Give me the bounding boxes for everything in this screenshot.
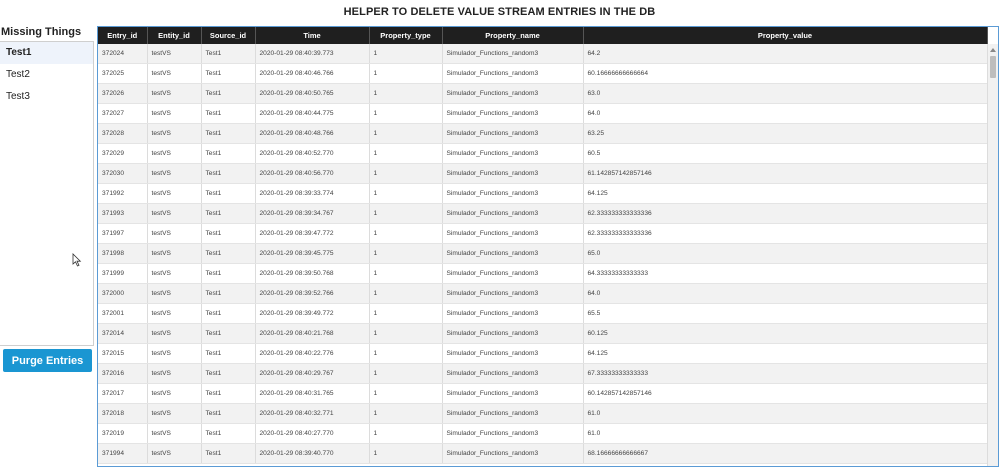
table-cell: Simulador_Functions_random3 bbox=[442, 424, 583, 444]
table-row[interactable] bbox=[98, 104, 987, 124]
table-cell: 60.142857142857146 bbox=[583, 384, 987, 404]
table-cell: testVS bbox=[147, 244, 201, 264]
table-cell: 371998 bbox=[98, 244, 147, 264]
table-body bbox=[98, 44, 987, 464]
table-cell: 67.33333333333333 bbox=[583, 364, 987, 384]
table-cell: 1 bbox=[369, 204, 442, 224]
table-cell: testVS bbox=[147, 424, 201, 444]
table-cell: 1 bbox=[369, 184, 442, 204]
table-cell: Test1 bbox=[201, 124, 255, 144]
table-cell: Simulador_Functions_random3 bbox=[442, 204, 583, 224]
table-cell: 2020-01-29 08:40:31.765 bbox=[255, 384, 369, 404]
table-row[interactable] bbox=[98, 304, 987, 324]
table-cell: Test1 bbox=[201, 84, 255, 104]
table-cell: 372001 bbox=[98, 304, 147, 324]
table-cell: Simulador_Functions_random3 bbox=[442, 184, 583, 204]
table-row[interactable] bbox=[98, 384, 987, 404]
table-row[interactable] bbox=[98, 124, 987, 144]
table-cell: testVS bbox=[147, 104, 201, 124]
table-cell: testVS bbox=[147, 204, 201, 224]
column-header-source-id[interactable]: Source_id bbox=[201, 27, 255, 44]
table-cell: Test1 bbox=[201, 184, 255, 204]
table-cell: Test1 bbox=[201, 344, 255, 364]
table-cell: 2020-01-29 08:39:47.772 bbox=[255, 224, 369, 244]
table-cell: 1 bbox=[369, 424, 442, 444]
table-cell: testVS bbox=[147, 364, 201, 384]
column-header-entry-id[interactable]: Entry_id bbox=[98, 27, 147, 44]
thing-item-test2[interactable]: Test2 bbox=[6, 69, 30, 80]
table-cell: Simulador_Functions_random3 bbox=[442, 104, 583, 124]
table-cell: Simulador_Functions_random3 bbox=[442, 404, 583, 424]
table-cell: 372000 bbox=[98, 284, 147, 304]
table-cell: testVS bbox=[147, 404, 201, 424]
table-cell: Test1 bbox=[201, 224, 255, 244]
table-cell: 60.16666666666664 bbox=[583, 64, 987, 84]
value-stream-grid bbox=[97, 26, 999, 467]
table-cell: 1 bbox=[369, 244, 442, 264]
table-cell: 2020-01-29 08:39:33.774 bbox=[255, 184, 369, 204]
table-cell: testVS bbox=[147, 84, 201, 104]
table-cell: 372016 bbox=[98, 364, 147, 384]
table-cell: Simulador_Functions_random3 bbox=[442, 84, 583, 104]
table-cell: Test1 bbox=[201, 264, 255, 284]
table-cell: 372029 bbox=[98, 144, 147, 164]
table-cell: 65.0 bbox=[583, 244, 987, 264]
vertical-scrollbar[interactable] bbox=[987, 44, 998, 467]
table-cell: 60.5 bbox=[583, 144, 987, 164]
table-cell: Test1 bbox=[201, 364, 255, 384]
table-cell: 1 bbox=[369, 404, 442, 424]
table-cell: Simulador_Functions_random3 bbox=[442, 324, 583, 344]
table-cell: Test1 bbox=[201, 304, 255, 324]
table-cell: Simulador_Functions_random3 bbox=[442, 144, 583, 164]
table-cell: 1 bbox=[369, 324, 442, 344]
table-cell: 63.0 bbox=[583, 84, 987, 104]
column-header-property-name[interactable]: Property_name bbox=[442, 27, 583, 44]
table-cell: Test1 bbox=[201, 164, 255, 184]
table-cell: testVS bbox=[147, 164, 201, 184]
table-row[interactable] bbox=[98, 144, 987, 164]
table-cell: testVS bbox=[147, 224, 201, 244]
table-cell: Simulador_Functions_random3 bbox=[442, 64, 583, 84]
thing-item-test3[interactable]: Test3 bbox=[6, 91, 30, 102]
table-cell: 371994 bbox=[98, 444, 147, 464]
column-header-property-type[interactable]: Property_type bbox=[369, 27, 442, 44]
table-cell: testVS bbox=[147, 324, 201, 344]
table-cell: 1 bbox=[369, 444, 442, 464]
table-row[interactable] bbox=[98, 344, 987, 364]
table-cell: 61.0 bbox=[583, 424, 987, 444]
table-row[interactable] bbox=[98, 284, 987, 304]
table-cell: 2020-01-29 08:39:45.775 bbox=[255, 244, 369, 264]
table-cell: Test1 bbox=[201, 404, 255, 424]
table-row[interactable] bbox=[98, 364, 987, 384]
table-cell: 2020-01-29 08:40:44.775 bbox=[255, 104, 369, 124]
table-cell: testVS bbox=[147, 184, 201, 204]
table-cell: testVS bbox=[147, 144, 201, 164]
table-cell: 64.2 bbox=[583, 44, 987, 64]
table-row[interactable] bbox=[98, 264, 987, 284]
table-cell: 61.142857142857146 bbox=[583, 164, 987, 184]
table-cell: Test1 bbox=[201, 44, 255, 64]
table-cell: 2020-01-29 08:39:50.768 bbox=[255, 264, 369, 284]
table-cell: 68.16666666666667 bbox=[583, 444, 987, 464]
table-cell: 371997 bbox=[98, 224, 147, 244]
table-cell: 64.0 bbox=[583, 104, 987, 124]
table-cell: Simulador_Functions_random3 bbox=[442, 124, 583, 144]
table-cell: 2020-01-29 08:39:40.770 bbox=[255, 444, 369, 464]
table-cell: 1 bbox=[369, 304, 442, 324]
table-cell: 1 bbox=[369, 164, 442, 184]
table-cell: 372017 bbox=[98, 384, 147, 404]
table-cell: 2020-01-29 08:40:46.766 bbox=[255, 64, 369, 84]
table-cell: 371999 bbox=[98, 264, 147, 284]
table-row[interactable] bbox=[98, 84, 987, 104]
table-cell: Simulador_Functions_random3 bbox=[442, 244, 583, 264]
table-cell: testVS bbox=[147, 264, 201, 284]
table-cell: Test1 bbox=[201, 144, 255, 164]
table-cell: 2020-01-29 08:40:52.770 bbox=[255, 144, 369, 164]
table-row[interactable] bbox=[98, 444, 987, 464]
table-cell: 371992 bbox=[98, 184, 147, 204]
table-cell: testVS bbox=[147, 444, 201, 464]
table-cell: Simulador_Functions_random3 bbox=[442, 264, 583, 284]
table-cell: 372019 bbox=[98, 424, 147, 444]
table-row[interactable] bbox=[98, 224, 987, 244]
table-cell: testVS bbox=[147, 64, 201, 84]
missing-things-list bbox=[0, 41, 94, 346]
scroll-thumb[interactable] bbox=[990, 56, 996, 78]
table-cell: Simulador_Functions_random3 bbox=[442, 224, 583, 244]
table-cell: 372014 bbox=[98, 324, 147, 344]
table-cell: 65.5 bbox=[583, 304, 987, 324]
column-header-time[interactable]: Time bbox=[255, 27, 369, 44]
table-cell: Test1 bbox=[201, 244, 255, 264]
table-cell: 2020-01-29 08:39:34.767 bbox=[255, 204, 369, 224]
table-cell: Simulador_Functions_random3 bbox=[442, 444, 583, 464]
table-cell: Test1 bbox=[201, 384, 255, 404]
table-cell: Simulador_Functions_random3 bbox=[442, 304, 583, 324]
table-cell: 1 bbox=[369, 264, 442, 284]
table-cell: Simulador_Functions_random3 bbox=[442, 384, 583, 404]
table-cell: 2020-01-29 08:40:22.776 bbox=[255, 344, 369, 364]
table-cell: 61.0 bbox=[583, 404, 987, 424]
purge-entries-button[interactable]: Purge Entries bbox=[3, 349, 92, 372]
table-cell: 372027 bbox=[98, 104, 147, 124]
table-row[interactable] bbox=[98, 244, 987, 264]
table-cell: 372018 bbox=[98, 404, 147, 424]
thing-item-test1[interactable]: Test1 bbox=[0, 42, 93, 64]
missing-things-title: Missing Things bbox=[1, 26, 82, 38]
table-cell: Test1 bbox=[201, 204, 255, 224]
table-cell: testVS bbox=[147, 44, 201, 64]
table-cell: 372026 bbox=[98, 84, 147, 104]
table-cell: 1 bbox=[369, 84, 442, 104]
table-header-row bbox=[98, 27, 987, 44]
table-cell: 64.0 bbox=[583, 284, 987, 304]
table-cell: 63.25 bbox=[583, 124, 987, 144]
table-cell: testVS bbox=[147, 124, 201, 144]
table-cell: testVS bbox=[147, 304, 201, 324]
table-cell: 62.333333333333336 bbox=[583, 204, 987, 224]
table-cell: 62.333333333333336 bbox=[583, 224, 987, 244]
column-header-property-value[interactable]: Property_value bbox=[583, 27, 987, 44]
table-cell: Test1 bbox=[201, 424, 255, 444]
page-title: HELPER TO DELETE VALUE STREAM ENTRIES IN THE DB bbox=[343, 6, 656, 18]
table-cell: 2020-01-29 08:40:39.773 bbox=[255, 44, 369, 64]
table-row[interactable] bbox=[98, 184, 987, 204]
table-cell: testVS bbox=[147, 344, 201, 364]
table-cell: Test1 bbox=[201, 444, 255, 464]
mouse-cursor-icon bbox=[72, 253, 82, 267]
table-cell: Test1 bbox=[201, 324, 255, 344]
table-cell: Test1 bbox=[201, 104, 255, 124]
table-cell: 64.125 bbox=[583, 184, 987, 204]
table-row[interactable] bbox=[98, 404, 987, 424]
entries-table bbox=[98, 27, 988, 464]
scroll-up-icon[interactable] bbox=[990, 48, 996, 52]
table-row[interactable] bbox=[98, 164, 987, 184]
table-cell: 372028 bbox=[98, 124, 147, 144]
table-cell: 2020-01-29 08:40:48.766 bbox=[255, 124, 369, 144]
table-row[interactable] bbox=[98, 64, 987, 84]
table-cell: 64.33333333333333 bbox=[583, 264, 987, 284]
table-cell: Simulador_Functions_random3 bbox=[442, 164, 583, 184]
table-cell: 1 bbox=[369, 364, 442, 384]
table-cell: 1 bbox=[369, 64, 442, 84]
table-cell: Simulador_Functions_random3 bbox=[442, 344, 583, 364]
table-row[interactable] bbox=[98, 424, 987, 444]
table-cell: 2020-01-29 08:40:21.768 bbox=[255, 324, 369, 344]
table-cell: 1 bbox=[369, 124, 442, 144]
table-cell: 1 bbox=[369, 384, 442, 404]
table-cell: Simulador_Functions_random3 bbox=[442, 284, 583, 304]
table-cell: testVS bbox=[147, 284, 201, 304]
table-cell: 2020-01-29 08:39:52.766 bbox=[255, 284, 369, 304]
table-cell: 372024 bbox=[98, 44, 147, 64]
table-row[interactable] bbox=[98, 204, 987, 224]
table-cell: 2020-01-29 08:40:29.767 bbox=[255, 364, 369, 384]
table-cell: 1 bbox=[369, 144, 442, 164]
table-cell: 371993 bbox=[98, 204, 147, 224]
table-cell: 372030 bbox=[98, 164, 147, 184]
table-cell: 1 bbox=[369, 284, 442, 304]
table-cell: 1 bbox=[369, 224, 442, 244]
table-cell: 64.125 bbox=[583, 344, 987, 364]
table-cell: Simulador_Functions_random3 bbox=[442, 364, 583, 384]
table-cell: Simulador_Functions_random3 bbox=[442, 44, 583, 64]
table-cell: 2020-01-29 08:40:32.771 bbox=[255, 404, 369, 424]
table-cell: 2020-01-29 08:40:50.765 bbox=[255, 84, 369, 104]
table-cell: testVS bbox=[147, 384, 201, 404]
table-row[interactable] bbox=[98, 44, 987, 64]
table-cell: 2020-01-29 08:39:49.772 bbox=[255, 304, 369, 324]
table-cell: 1 bbox=[369, 344, 442, 364]
table-cell: 1 bbox=[369, 104, 442, 124]
table-cell: 372015 bbox=[98, 344, 147, 364]
table-cell: 1 bbox=[369, 44, 442, 64]
table-cell: Test1 bbox=[201, 284, 255, 304]
table-cell: 2020-01-29 08:40:27.770 bbox=[255, 424, 369, 444]
table-cell: 372025 bbox=[98, 64, 147, 84]
column-header-entity-id[interactable]: Entity_id bbox=[147, 27, 201, 44]
table-cell: 2020-01-29 08:40:56.770 bbox=[255, 164, 369, 184]
table-cell: 60.125 bbox=[583, 324, 987, 344]
table-row[interactable] bbox=[98, 324, 987, 344]
table-cell: Test1 bbox=[201, 64, 255, 84]
